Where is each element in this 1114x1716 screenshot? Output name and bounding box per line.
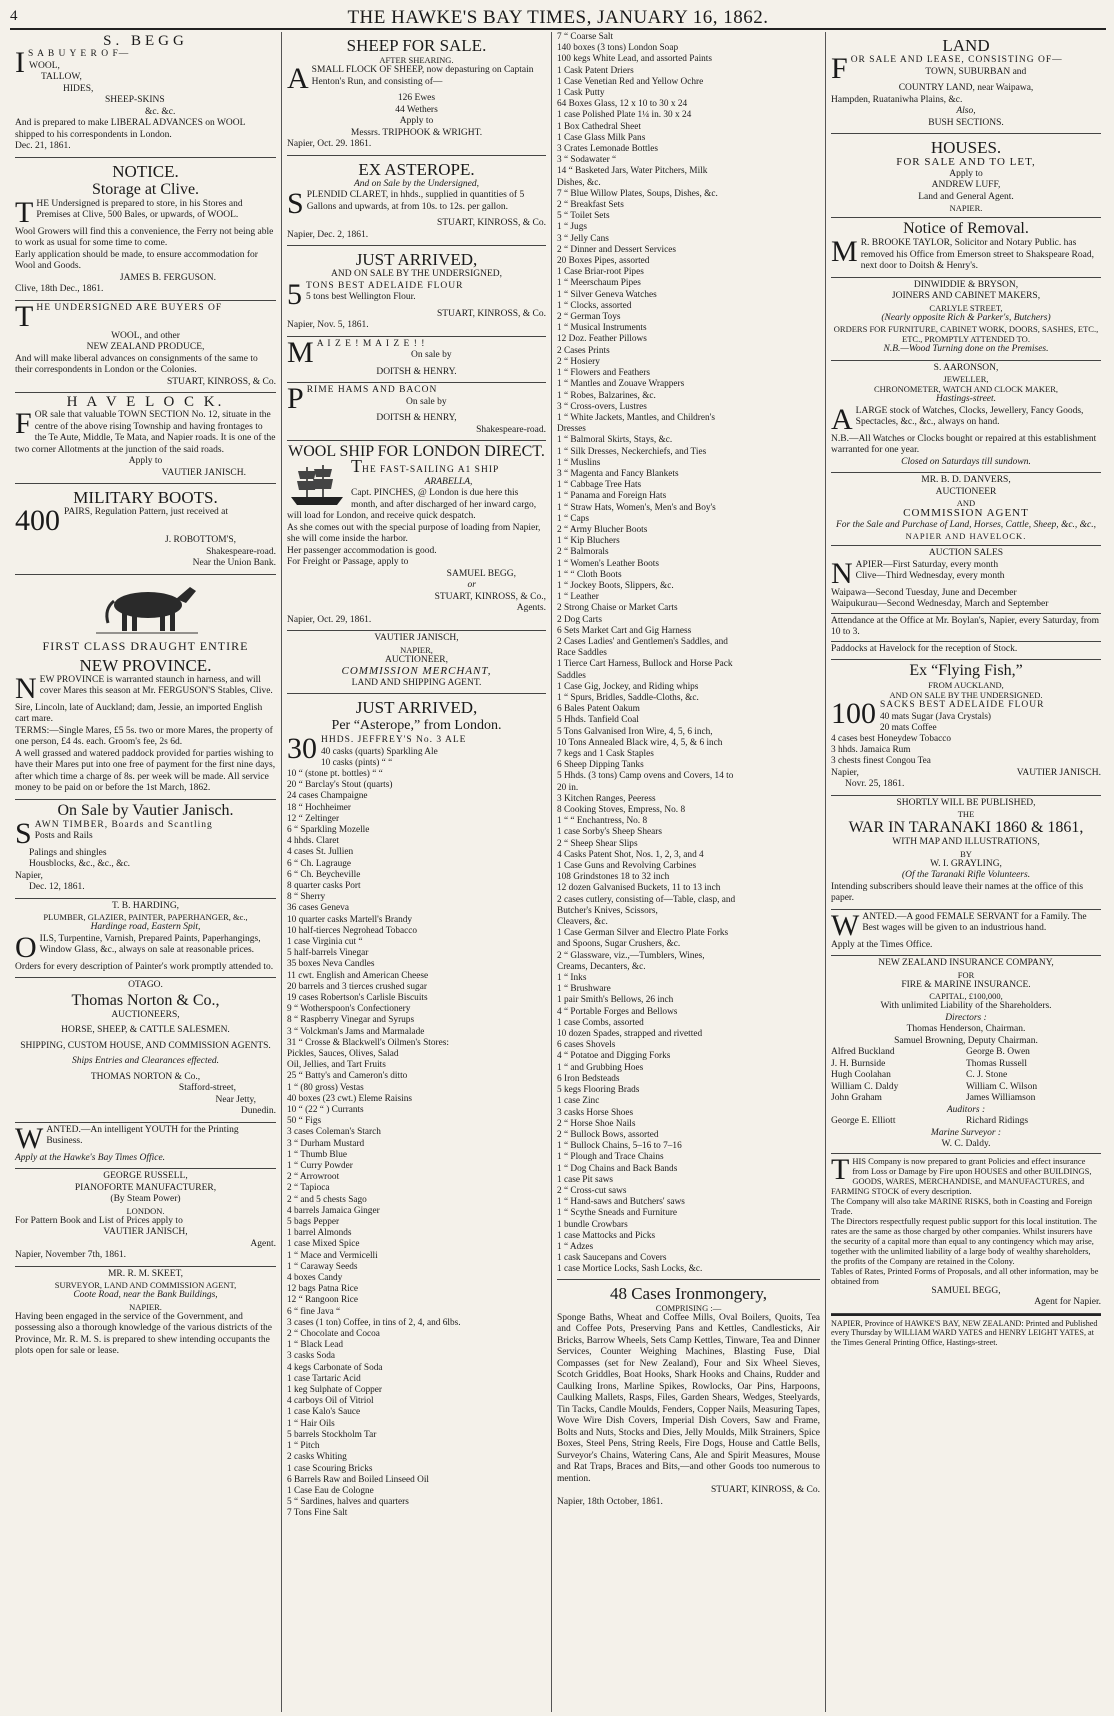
list-item: 10 quarter casks Martell's Brandy [287,914,413,925]
list-item: 36 cases Geneva [287,903,349,914]
ad-title: Notice of Removal. [903,220,1029,237]
list-item: 1 Case Glass Milk Pans [557,132,646,143]
ad-maize: M A I Z E ! M A I Z E ! ! On sale by DOITSH & HENRY. [287,337,546,384]
list-item: 10 casks (pints) “ “ [321,757,393,768]
list-item: 1 “ Caps [557,513,590,524]
list-item: 11 cwt. English and American Cheese [287,970,429,981]
list-item: 2 “ Balmorals [557,547,609,558]
list-item: 40 boxes (23 cwt.) Eleme Raisins [287,1093,412,1104]
list-item: 6 “ Sparkling Mozelle [287,824,370,835]
list-item: 1 “ Silk Dresses, Neckerchiefs, and Ties [557,446,707,457]
ad-title: EX ASTEROPE. [358,159,475,179]
list-item: 20 mats Coffee [880,722,937,733]
list-item: 6 Sheep Dipping Tanks [557,760,644,771]
ad-title: HOUSES. [930,138,1002,157]
list-item: 19 cases Robertson's Carlisle Biscuits [287,992,428,1003]
ad-begg: S. BEGG I S A B U Y E R O F— WOOL, TALLOW, HIDES, SHEEP-SKINS &c. &c. And is prepared to make LIBERAL ADVANCES on WOOL shipped to his correspondents in London. Dec. 21, 1861. [15,32,276,158]
list-item: 1 barrel Almonds [287,1228,352,1239]
ad-title: Ex “Flying Fish,” [909,662,1023,679]
list-item: 40 mats Sugar (Java Crystals) [880,711,992,722]
list-item: 1 pair Smith's Bellows, 26 inch [557,995,674,1006]
list-item: 20 in. [557,782,579,793]
list-item: 1 “ Panama and Foreign Hats [557,491,667,502]
list-item: 7 kegs and 1 Cask Staples [557,749,654,759]
list-item: 3 casks Soda [287,1351,336,1362]
list-item: 2 “ Breakfast Sets [557,200,624,211]
list-item: 1 “ Jockey Boots, Slippers, &c. [557,580,674,591]
list-item: 1 “ Inks [557,973,587,984]
list-item: 1 case Polished Plate 1¼ in. 30 x 24 [557,110,692,121]
ad-title: MILITARY BOOTS. [73,488,218,507]
list-item: 5 “ Toilet Sets [557,211,610,222]
list-item: 1 “ Cabbage Tree Hats [557,480,642,491]
list-item: 4 hhds. Claret [287,836,339,847]
ad-insurance: NEW ZEALAND INSURANCE COMPANY, FOR FIRE & MARINE INSURANCE. CAPITAL, £100,000, With unlimited Liability of the Shareholders. Directors : Thomas Henderson, Chairman. Samuel Browning, Deputy Chairman. Alfred Buckland George B. Owen J. H. Burnside Thomas Russell Hugh Coolahan C. J. Stone William C. Daldy William C. Wilson John Graham James Williamson Auditors : George E. Elliott Richard Ridings Marine Surveyor : W. C. Daldy. THIS Company is now prepared to grant Policies and effect insurance from Loss or Damage by Fire upon HOUSES and other BUILDINGS, GOODS, WARES, MERCHANDISE, and MANUFACTURES, and FARMING STOCK of every description. The Company will also take MARINE RISKS, both in Coasting and Foreign Trade. The Directors respectfully request public support for this local institution. The rates are the same as those charged by other companies. Whilst insurers have the security of a capital more than equal to any contingency which may arise, together with the unlimited liability of a large body of wealthy shareholders, the profits of the Company are retained in the Colony. Tables of Rates, Printed Forms of Proposals, and all other information, may be obtained from SAMUEL BEGG, Agent for Napier. [831,956,1101,1314]
list-item: 3 casks Horse Shoes [557,1107,634,1118]
list-item: 7 “ Coarse Salt [557,32,614,42]
ad-title: 48 Cases Ironmongery, [609,1283,768,1303]
ad-title: Thomas Norton & Co., [71,991,220,1009]
list-item: 1 case Mattocks and Picks [557,1230,656,1241]
ad-wanted-youth: WANTED.—An intelligent YOUTH for the Printing Business. Apply at the Hawke's Bay Times Office. [15,1123,276,1170]
ad-title: On Sale by Vautier Janisch. [57,801,234,819]
ad-title: NOTICE. [112,161,179,181]
list-item: Cleavers, &c. [557,917,608,928]
list-item: 1 “ Scythe Sneads and Furniture [557,1208,678,1219]
list-item: 31 “ Crosse & Blackwell's Oilmen's Stores: [287,1037,449,1048]
list-item: 3 “ Cross-overs, Lustres [557,401,647,412]
list-item: 4 cases best Honeydew Tobacco [831,733,951,744]
ad-auction-sales: AUCTION SALES NAPIER—First Saturday, every month Clive—Third Wednesday, every month Waipawa—Second Tuesday, June and December Waipukurau—Second Wednesday, March and September Attendance at the Office at Mr. Boylan's, Napier, every Saturday, from 10 to 3. Paddocks at Havelock for the reception of Stock. [831,546,1101,660]
list-item: 10 “ (stone pt. bottles) “ “ [287,768,383,779]
list-item: Pickles, Sauces, Olives, Salad [287,1048,399,1059]
list-item: 1 “ Hand-saws and Butchers' saws [557,1197,685,1208]
list-item: 7 “ Blue Willow Plates, Soups, Dishes, &c. [557,188,718,199]
list-item: 2 “ Hosiery [557,356,600,367]
list-item: 2 “ Sheep Shear Slips [557,838,638,849]
list-item: 5 “ Sardines, halves and quarters [287,1497,409,1508]
list-item: Oil, Jellies, and Tart Fruits [287,1060,386,1071]
list-item: 1 Case Guns and Revolving Carbines [557,861,697,872]
list-item: 6 “ fine Java “ [287,1306,341,1317]
list-item: 2 Cases Ladies' and Gentlemen's Saddles, and [557,636,728,647]
list-item: 6 “ Ch. Lagrauge [287,858,352,869]
newspaper-title: THE HAWKE'S BAY TIMES, JANUARY 16, 1862. [347,7,769,28]
list-item: 1 “ Spurs, Bridles, Saddle-Cloths, &c. [557,692,699,703]
list-item: 3 “ Sodawater “ [557,155,617,166]
ad-ex-asterope: EX ASTEROPE. And on Sale by the Undersigned, SPLENDID CLARET, in hhds., supplied in quantities of 5 Gallons and upwards, at from 10s. to 12s. per gallon. STUART, KINROSS, & Co. Napier, Dec. 2, 1861. [287,156,546,247]
list-item: 1 “ Flowers and Feathers [557,368,650,379]
ad-ironmongery: 48 Cases Ironmongery, COMPRISING :— Sponge Baths, Wheat and Coffee Mills, Oval Boilers, Quoits, Tea and Coffee Pots, Preserving Pans and Kettles, Candlesticks, Air Bricks, Barrow Wheels, Sets Camp Kettles, Tinware, Tea and Dinner Services, Counter Weighing Machines, Blasting Fuse, Dial Compasses (set for New Zealand), Four and Six Wheel Sieves, Scotch Griddles, Boat Hooks, Shark Hooks and Chains, Rudder and Caulking Irons, Marline Spikes, Rowlocks, Oar Pins, Harpoons, Caulking Mallets, Rasps, Files, Garden Shears, Wedges, Steelyards, Tin Tacks, Candle Moulds, Fenders, Copper Nails, Measuring Tapes, Wove Wire Dish Covers, Imperial Dish Covers, Saw and Frame, Bolts and Nuts, Stocks and Dies, Jelly Moulds, Milk Strainers, Spice Boxes, Steel Pens, String Reels, Fire Dogs, House and Cattle Bells, Surveyor's Chains, Watering Cans, Ale and Spirit Measures, Mouse and Rat Traps, Braces and Bits,—and other Goods too numerous to mention. STUART, KINROSS, & Co. Napier, 18th October, 1861. [557,1279,820,1513]
horse-illustration-icon [86,579,206,637]
list-item: 1 “ Adzes [557,1241,594,1252]
ad-title: AUCTION SALES [928,548,1004,558]
list-item: 40 casks (quarts) Sparkling Ale [321,746,438,757]
list-item: 1 case Mixed Spice [287,1239,360,1250]
list-item: 1 “ Jugs [557,222,587,233]
list-item: 8 “ Sherry [287,892,326,903]
ad-title: SHEEP FOR SALE. [346,36,487,55]
ad-land: LAND FOR SALE AND LEASE, CONSISTING OF— TOWN, SUBURBAN and COUNTRY LAND, near Waipawa, Hampden, Ruataniwha Plains, &c. Also, BUSH SECTIONS. [831,32,1101,134]
list-item: 10 half-tierces Negrohead Tobacco [287,925,418,936]
list-item: and Spoons, Sugar Crushers, &c. [557,939,681,950]
list-item: Creams, Decanters, &c. [557,961,646,972]
list-item: 1 “ (80 gross) Vestas [287,1082,364,1093]
list-item: 1 “ “ Cloth Boots [557,569,622,580]
list-item: 100 kegs White Lead, and assorted Paints [557,54,713,65]
ad-title: FIRE & MARINE INSURANCE. [901,979,1031,990]
list-item: 6 Sets Market Cart and Gig Harness [557,625,692,636]
list-item: 1 Case Briar-root Pipes [557,267,644,278]
list-item: 14 “ Basketed Jars, Water Pitchers, Milk [557,166,708,177]
list-item: 5 half-barrels Vinegar [287,948,369,959]
list-item: 1 “ Musical Instruments [557,323,647,334]
ad-norton: OTAGO. Thomas Norton & Co., AUCTIONEERS, HORSE, SHEEP, & CATTLE SALESMEN. SHIPPING, CUSTOM HOUSE, AND COMMISSION AGENTS. Ships Entries and Clearances effected. THOMAS NORTON & Co., Stafford-street, Near Jetty, Dunedin. [15,978,276,1123]
list-item: 1 “ Muslins [557,457,601,468]
ad-harding: T. B. HARDING, PLUMBER, GLAZIER, PAINTER, PAPERHANGER, &c., Hardinge road, Eastern Spit, OILS, Turpentine, Varnish, Prepared Paints, Paperhangings, Window Glass, &c., always on sale at reasonable prices. Orders for every description of Painter's work promptly attended to. [15,899,276,979]
column-3 [552,32,826,1712]
list-item: 2 “ and 5 chests Sago [287,1194,367,1205]
list-item: 4 barrels Jamaica Ginger [287,1205,380,1216]
ad-title: WAR IN TARANAKI 1860 & 1861, [848,819,1084,837]
list-item: 1 “ Meerschaum Pipes [557,278,641,289]
list-item: 7 Tons Fine Salt [287,1508,348,1519]
list-item: 108 Grindstones 18 to 32 inch [557,872,670,883]
list-item: 2 “ Bullock Bows, assorted [557,1129,659,1140]
list-item: 1 Case Eau de Cologne [287,1485,374,1496]
ad-removal: Notice of Removal. M R. BROOKE TAYLOR, Solicitor and Notary Public. has removed his Office from Emerson street to Shakspeare Road, next door to Doitsh & Henry's. [831,218,1101,278]
list-item: 50 “ Figs [287,1116,322,1127]
list-item: 2 “ Arrowroot [287,1172,340,1183]
list-item: 1 case Kalo's Sauce [287,1407,361,1418]
list-item: 1 “ Silver Geneva Watches [557,289,657,300]
list-item: Dresses [557,424,586,435]
ad-sheep-sale: SHEEP FOR SALE. AFTER SHEARING. ASMALL FLOCK OF SHEEP, now depasturing on Captain Henton's Run, and consisting of— 126 Ewes 44 Wethers Apply to Messrs. TRIPHOOK & WRIGHT. Napier, Oct. 29. 1861. [287,32,546,156]
list-item: 1 “ “ Enchantress, No. 8 [557,816,648,827]
list-item: 6 “ Ch. Beycheville [287,869,361,880]
ad-just-arrived-flour: JUST ARRIVED, AND ON SALE BY THE UNDERSIGNED, 5 TONS BEST ADELAIDE FLOUR 5 tons best Wellington Flour. STUART, KINROSS, & Co. Napier, Nov. 5, 1861. [287,246,546,337]
list-item: 1 “ Clocks, assorted [557,300,632,311]
list-item: 5 kegs Flooring Brads [557,1085,640,1096]
list-item: 1 Cask Putty [557,88,605,99]
list-item: 5 bags Pepper [287,1217,340,1228]
ad-draught-horse: FIRST CLASS DRAUGHT ENTIRE NEW PROVINCE. NEW PROVINCE is warranted staunch in harness, and will cover Mares this season at Mr. FERGUSON'S Stables, Clive. Sire, Lincoln, late of Auckland; dam, Jessie, an imported English cart mare. TERMS:—Single Mares, £5 5s. two or more Mares, the property of one person, £4 4s. each. Groom's fee, 2s 6d. A well grassed and watered paddock provided for parties wishing to have their Mares put into one free of payment for the first nine days, after which time a charge of 8s. per week will be made. All service money to be paid on or before the 1st March, 1862. [15,575,276,800]
list-item: 2 casks Whiting [287,1452,347,1463]
ad-skeet: MR. R. M. SKEET, SURVEYOR, LAND AND COMMISSION AGENT, Coote Road, near the Bank Buildings, NAPIER. Having been engaged in the service of the Government, and possessing also a thorough knowledge of the various districts of the Province, Mr. R. M. S. is prepared to shew intending occupants the plots open for sale or lease. [15,1268,272,1356]
list-item: 1 Case Venetian Red and Yellow Ochre [557,76,704,87]
list-item: 1 “ Mace and Vermicelli [287,1250,378,1261]
list-item: 2 Cases Prints [557,345,610,356]
list-item: 6 Iron Bedsteads [557,1073,620,1084]
list-item: 4 “ Potatoe and Digging Forks [557,1051,671,1062]
list-item: 3 cases (1 ton) Coffee, in tins of 2, 4, and 6lbs. [287,1317,461,1328]
ship-illustration-icon [287,463,347,509]
drop-cap: I [15,46,25,79]
list-item: 3 Crates Lemonade Bottles [557,144,658,155]
list-item: 4 kegs Carbonate of Soda [287,1362,383,1373]
list-item: 1 “ Plough and Trace Chains [557,1152,664,1163]
list-item: 1 “ Thumb Blue [287,1149,347,1160]
ad-aaronson: S. AARONSON, JEWELLER, CHRONOMETER, WATCH AND CLOCK MAKER, Hastings-street. ALARGE stock of Watches, Clocks, Jewellery, Fancy Goods, Spectacles, &c., &c., always on hand. N.B.—All Watches or Clocks bought or repaired at this establishment warranted for one year. Closed on Saturdays till sundown. [831,361,1101,474]
ad-war-taranaki: SHORTLY WILL BE PUBLISHED, THE WAR IN TARANAKI 1860 & 1861, WITH MAP AND ILLUSTRATIONS, BY W. I. GRAYLING, (Of the Taranaki Rifle Volunteers. Intending subscribers should leave their names at the office of this paper. [831,796,1101,910]
list-item: 35 boxes Neva Candles [287,959,375,970]
list-item: 2 cases cutlery, consisting of—Table, clasp, and [557,894,736,905]
list-item: 2 Strong Chaise or Market Carts [557,603,678,614]
ad-wanted-servant: WANTED.—A good FEMALE SERVANT for a Family. The Best wages will be given to an industrious hand. Apply at the Times Office. [831,910,1101,957]
list-item: 10 Tons Annealed Black wire, 4, 5, & 6 inch [557,737,723,748]
list-item: 1 “ Dog Chains and Back Bands [557,1163,678,1174]
ad-flying-fish: Ex “Flying Fish,” FROM AUCKLAND, AND ON SALE BY THE UNDERSIGNED. 100 SACKS BEST ADELAIDE FLOUR 40 mats Sugar (Java Crystals) 20 mats Coffee 4 cases best Honeydew Tobacco 3 hhds. Jamaica Rum 3 chests finest Congou Tea Napier, VAUTIER JANISCH. Novr. 25, 1861. [831,660,1101,796]
ad-havelock: H A V E L O C K. FOR sale that valuable TOWN SECTION No. 12, situate in the centre of the above rising Township and having frontages to the Te Aute, Middle, Te Mata, and Napier roads. It is one of the two corner Allotments at the junction of the said roads. Apply to VAUTIER JANISCH. [15,393,276,484]
list-item: 1 “ Brushware [557,984,611,995]
ad-danvers: MR. B. D. DANVERS, AUCTIONEER AND COMMISSION AGENT For the Sale and Purchase of Land, Horses, Cattle, Sheep, &c., &c., NAPIER AND HAVELOCK. [831,473,1101,546]
list-item: Butcher's Knives, Scissors, [557,905,658,916]
ad-title: H A V E L O C K. [66,394,225,410]
goods-list [557,32,820,1276]
list-item: 3 “ Jelly Cans [557,233,609,244]
list-item: 2 Dog Carts [557,614,602,625]
list-item: 64 Boxes Glass, 12 x 10 to 30 x 24 [557,99,688,110]
list-item: 2 “ Chocolate and Cocoa [287,1329,380,1340]
list-item: 2 “ Dinner and Dessert Services [557,244,677,255]
list-item: 1 cask Saucepans and Covers [557,1253,667,1264]
list-item: 1 Box Cathedral Sheet [557,121,641,132]
list-item: 8 Cooking Stoves, Empress, No. 8 [557,805,686,816]
list-item: 1 case Scouring Bricks [287,1463,373,1474]
list-item: 20 “ Barclay's Stout (quarts) [287,780,393,791]
list-item: 3 chests finest Congou Tea [831,756,931,767]
list-item: 9 “ Wotherspoon's Confectionery [287,1004,411,1015]
list-item: 1 case Tartaric Acid [287,1373,361,1384]
list-item: 12 dozen Galvanised Buckets, 11 to 13 inch [557,883,721,894]
masthead [10,6,1106,30]
goods-list [287,747,546,1520]
ad-military-boots: MILITARY BOOTS. 400 PAIRS, Regulation Pattern, just received at J. ROBOTTOM'S, Shakespeare-road. Near the Union Bank. [15,484,276,575]
list-item: 1 Tierce Cart Harness, Bullock and Horse Pack [557,659,733,670]
column-1 [10,32,282,1712]
list-item: 1 “ Mantles and Zouave Wrappers [557,379,685,390]
list-item: 2 “ Horse Shoe Nails [557,1118,636,1129]
list-item: 2 “ German Toys [557,312,621,323]
list-item: 2 “ Cross-cut saws [557,1185,627,1196]
list-item: 10 “ (22 “ ) Currants [287,1105,364,1115]
list-item: 3 “ Durham Mustard [287,1138,365,1149]
list-item: 1 case Zinc [557,1096,600,1107]
list-item: Saddles [557,670,586,681]
list-item: 24 cases Champaigne [287,791,368,802]
list-item: 25 “ Batty's and Cameron's ditto [287,1071,408,1082]
list-item: 1 case Sorby's Sheep Shears [557,827,662,838]
ad-title: NEW PROVINCE. [79,655,212,675]
page-number: 4 [10,8,18,24]
ad-wool-ship: WOOL SHIP FOR LONDON DIRECT. THE FAST-SAILING A1 SHIP ARABELLA, Capt. PINCHES, @ London is due here this month, and after discharged of her inward cargo, will load for London, and receive quick despatch. As she comes out with the special purpose of loading from Napier, she will come inside the harbor. Her passenger accommodation is good. For Freight or Passage, apply to SAMUEL BEGG, or STUART, KINROSS, & Co., Agents. Napier, Oct. 29, 1861. [287,441,546,631]
list-item: 12 “ Rangoon Rice [287,1295,359,1306]
list-item: 12 “ Zeltinger [287,813,340,824]
list-item: 3 Kitchen Ranges, Peeress [557,793,656,804]
list-item: 1 Case German Silver and Electro Plate Forks [557,928,729,939]
colophon: NAPIER, Province of HAWKE'S BAY, NEW ZEALAND: Printed and Published every Thursday by WILLIAM WARD YATES and HENRY LEIGHT YATES, at the Times General Printing Office, Hastings-street. [831,1314,1101,1348]
ad-houses: HOUSES. FOR SALE AND TO LET, Apply to ANDREW LUFF, Land and General Agent. NAPIER. [831,134,1101,218]
ad-janisch-sale: On Sale by Vautier Janisch. SAWN TIMBER, Boards and Scantling Posts and Rails Palings and shingles Housblocks, &c., &c., &c. Napier, Dec. 12, 1861. [15,800,276,899]
list-item: 4 “ Portable Forges and Bellows [557,1006,678,1017]
list-item: 1 “ Curry Powder [287,1161,353,1172]
list-item: 4 boxes Candy [287,1273,343,1284]
list-item: 5 barrels Stockholm Tar [287,1429,377,1440]
list-item: 6 Bales Patent Oakum [557,704,640,715]
list-item: 3 cases Coleman's Starch [287,1127,381,1138]
list-item: 12 bags Patna Rice [287,1284,359,1295]
column-4 [826,32,1106,1712]
ad-wool-buyers: THE UNDERSIGNED ARE BUYERS OF WOOL, and other NEW ZEALAND PRODUCE, And will make liberal advances on consignments of the same to their correspondents in London or the Colonies. STUART, KINROSS, & Co. [15,301,276,394]
list-item: 1 keg Sulphate of Copper [287,1385,383,1396]
list-item: 2 “ Glassware, viz.,—Tumblers, Wines, [557,950,705,961]
ad-title: LAND [942,36,990,55]
list-item: 1 bundle Crowbars [557,1219,628,1230]
list-item: 6 cases Shovels [557,1040,616,1051]
ad-russell: GEORGE RUSSELL, PIANOFORTE MANUFACTURER, (By Steam Power) LONDON. For Pattern Book and List of Prices apply to VAUTIER JANISCH, Agent. Napier, November 7th, 1861. [15,1169,276,1267]
list-item: 18 “ Hochheimer [287,802,352,813]
list-item: 1 “ Bullock Chains, 5–16 to 7–16 [557,1141,682,1152]
list-item: 8 “ Raspberry Vinegar and Syrups [287,1015,415,1026]
ad-storage-notice: NOTICE. Storage at Clive. THE Undersigned is prepared to store, in his Stores and Premises at Clive, 500 Bales, or upwards, of WOOL. Wool Growers will find this a convenience, the Ferry not being able to work as usual for some time to come. Early application should be made, to ensure accommodation for Wool and Goods. JAMES B. FERGUSON. Clive, 18th Dec., 1861. [15,158,276,301]
list-item: 1 “ Black Lead [287,1340,344,1351]
list-item: 2 “ Army Blucher Boots [557,524,648,535]
list-item: 1 Cask Patent Driers [557,65,634,76]
list-item: 1 “ Leather [557,592,599,603]
list-item: 12 Doz. Feather Pillows [557,334,647,345]
list-item: 1 “ and Grubbing Hoes [557,1062,644,1073]
list-item: 4 cases St. Jullien [287,847,354,858]
list-item: 1 Case Gig, Jockey, and Riding whips [557,681,699,692]
list-item: 1 case Mortice Locks, Sash Locks, &c. [557,1264,703,1275]
list-item: 6 Barrels Raw and Boiled Linseed Oil [287,1474,430,1485]
list-item: 1 “ Kip Bluchers [557,536,620,547]
list-item: Dishes, &c. [557,177,601,188]
list-item: 5 Hhds. (3 tons) Camp ovens and Covers, 14 to [557,771,734,782]
ad-title: S. BEGG [103,33,188,49]
list-item: 1 case Virginia cut “ [287,936,363,947]
list-item: 1 “ Robes, Balzarines, &c. [557,390,656,401]
list-item: 5 Hhds. Tanfield Coal [557,715,639,726]
list-item: 4 Casks Patent Shot, Nos. 1, 2, 3, and 4 [557,849,704,860]
ad-title: JUST ARRIVED, [355,250,478,269]
list-item: 5 Tons Galvanised Iron Wire, 4, 5, 6 inch, [557,726,713,737]
list-item: Race Saddles [557,648,607,659]
list-item: 4 carboys Oil of Vitriol [287,1396,374,1407]
list-item: 3 “ Volckman's Jams and Marmalade [287,1026,425,1037]
list-item: 1 case Combs, assorted [557,1017,644,1028]
list-item: 1 “ Balmoral Skirts, Stays, &c. [557,435,673,446]
list-item: 1 “ Caraway Seeds [287,1261,358,1272]
list-item: 2 “ Tapioca [287,1183,330,1194]
list-item: 1 “ White Jackets, Mantles, and Children's [557,412,715,423]
column-2 [282,32,552,1712]
list-item: 3 hhds. Jamaica Rum [831,745,911,756]
list-item: 1 “ Pitch [287,1441,320,1452]
list-item: 20 Boxes Pipes, assorted [557,256,650,267]
ad-dinwiddie: DINWIDDIE & BRYSON, JOINERS AND CABINET MAKERS, CARLYLE STREET, (Nearly opposite Rich & Parker's, Butchers) ORDERS FOR FURNITURE, CABINET WORK, DOORS, SASHES, ETC., ETC., PROMPTLY ATTENDED TO. N.B.—Wood Turning done on the Premises. [831,278,1101,361]
list-item: 3 “ Magenta and Fancy Blankets [557,468,679,479]
list-item: 20 barrels and 3 tierces crushed sugar [287,981,427,992]
list-item: 1 “ Women's Leather Boots [557,558,659,569]
ad-title: WOOL SHIP FOR LONDON DIRECT. [288,443,545,460]
list-item: 140 boxes (3 tons) London Soap [557,43,679,54]
ad-hams: PRIME HAMS AND BACON On sale by DOITSH & HENRY, Shakespeare-road. [287,383,546,441]
ad-title: JUST ARRIVED, [355,698,478,717]
list-item: 1 case Pit saws [557,1174,614,1185]
list-item: 1 “ Hair Oils [287,1418,335,1429]
ad-vautier-janisch: VAUTIER JANISCH, NAPIER, AUCTIONEER, COMMISSION MERCHANT, LAND AND SHIPPING AGENT. [287,631,546,694]
list-item: 8 quarter casks Port [287,880,361,891]
list-item: 10 dozen Spades, strapped and rivetted [557,1029,703,1040]
ad-just-arrived-asterope: JUST ARRIVED, Per “Asterope,” from London. 30 HHDS. JEFFREY'S No. 3 ALE 40 casks (quarts) Sparkling Ale 10 casks (pints) “ “ 10 “ (stone pt. bottles) “ “ 20 “ Barclay's Stout (quarts) 24 cases Champaigne 18 “ Hochheimer 12 “ Zeltinger 6 “ Sparkling Mozelle 4 hhds. Claret 4 cases St. Jullien 6 “ Ch. Lagrauge 6 “ Ch. Beycheville 8 quarter casks Port 8 “ Sherry 36 cases Geneva 10 quarter casks Martell's Brandy 10 half-tierces Negrohead Tobacco 1 case Virginia cut “ 5 half-barrels Vinegar 35 boxes Neva Candles 11 cwt. English and American Cheese 20 barrels and 3 tierces crushed sugar 19 cases Robertson's Carlisle Biscuits 9 “ Wotherspoon's Confectionery 8 “ Raspberry Vinegar and Syrups 3 “ Volckman's Jams and Marmalade 31 “ Crosse & Blackwell's Oilmen's Stores: Pickles, Sauces, Olives, Salad Oil, Jellies, and Tart Fruits 25 “ Batty's and Cameron's ditto 1 “ (80 gross) Vestas 40 boxes (23 cwt.) Eleme Raisins 10 “ (22 “ ) Currants 50 “ Figs 3 cases Coleman's Starch 3 “ Durham Mustard 1 “ Thumb Blue 1 “ Curry Powder 2 “ Arrowroot 2 “ Tapioca 2 “ and 5 chests Sago 4 barrels Jamaica Ginger 5 bags Pepper 1 barrel Almonds 1 case Mixed Spice 1 “ Mace and Vermicelli 1 “ Caraway Seeds 4 boxes Candy 12 bags Patna Rice 12 “ Rangoon Rice 6 “ fine Java “ 3 cases (1 ton) Coffee, in tins of 2, 4, and 6lbs. 2 “ Chocolate and Cocoa 1 “ Black Lead 3 casks Soda 4 kegs Carbonate of Soda 1 case Tartaric Acid 1 keg Sulphate of Copper 4 carboys Oil of Vitriol 1 case Kalo's Sauce 1 “ Hair Oils 5 barrels Stockholm Tar 1 “ Pitch 2 casks Whiting 1 case Scouring Bricks 6 Barrels Raw and Boiled Linseed Oil 1 Case Eau de Cologne 5 “ Sardines, halves and quarters 7 Tons Fine Salt [287,694,546,1524]
list-item: 1 “ Straw Hats, Women's, Men's and Boy's [557,502,716,513]
